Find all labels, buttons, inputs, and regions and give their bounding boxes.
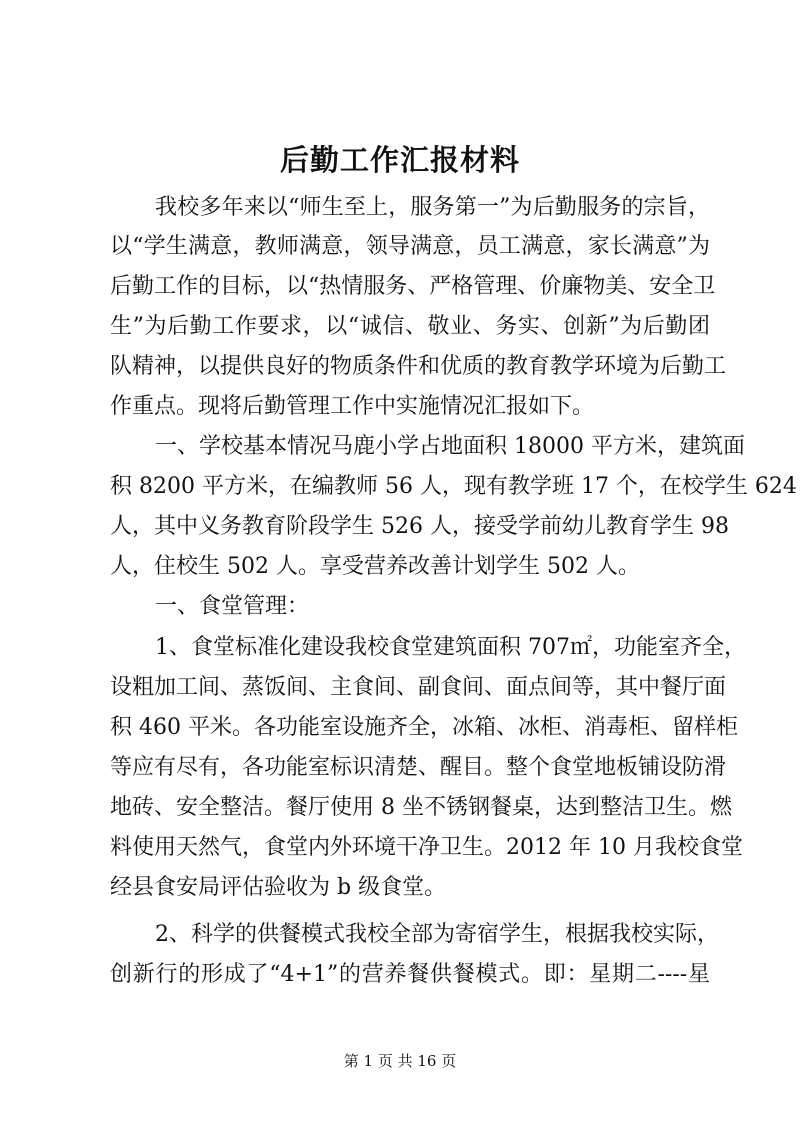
section-heading: 一、食堂管理： — [155, 594, 310, 619]
body-line: 料使用天然气，食堂内外环境干净卫生。2012 年 10 月我校食堂 — [110, 835, 743, 860]
body-line: 2、科学的供餐模式我校全部为寄宿学生，根据我校实际， — [155, 922, 719, 947]
page-footer: 第 1 页 共 16 页 — [343, 1052, 457, 1070]
body-line: 创新行的形成了“4+1”的营养餐供餐模式。即：星期二----星 — [110, 962, 710, 987]
body-line: 积 460 平米。各功能室设施齐全，冰箱、冰柜、消毒柜、留样柜 — [110, 715, 738, 740]
document-title: 后勤工作汇报材料 — [279, 143, 520, 177]
body-line: 经县食安局评估验收为 b 级食堂。 — [110, 875, 447, 900]
body-line: 等应有尽有，各功能室标识清楚、醒目。整个食堂地板铺设防滑 — [110, 755, 727, 780]
body-line: 人，住校生 502 人。享受营养改善计划学生 502 人。 — [110, 554, 640, 579]
body-line: 积 8200 平方米，在编教师 56 人，现有教学班 17 个，在校学生 624 — [110, 474, 797, 499]
body-line: 一、学校基本情况马鹿小学占地面积 18000 平方米，建筑面 — [155, 434, 745, 459]
body-line: 设粗加工间、蒸饭间、主食间、副食间、面点间等，其中餐厅面 — [110, 675, 727, 700]
body-line: 队精神，以提供良好的物质条件和优质的教育教学环境为后勤工 — [110, 354, 727, 379]
body-line: 后勤工作的目标，以“热情服务、严格管理、价廉物美、安全卫 — [110, 274, 716, 299]
body-line: 1、食堂标准化建设我校食堂建筑面积 707㎡，功能室齐全， — [155, 635, 746, 660]
body-line: 人，其中义务教育阶段学生 526 人，接受学前幼儿教育学生 98 — [110, 514, 729, 539]
body-line: 作重点。现将后勤管理工作中实施情况汇报如下。 — [110, 394, 595, 419]
body-line: 生”为后勤工作要求，以“诚信、敬业、务实、创新”为后勤团 — [110, 314, 710, 339]
body-line: 我校多年来以“师生至上，服务第一”为后勤服务的宗旨， — [155, 195, 710, 220]
body-line: 以“学生满意，教师满意，领导满意，员工满意，家长满意”为 — [110, 234, 710, 259]
body-line: 地砖、安全整洁。餐厅使用 8 坐不锈钢餐桌，达到整洁卫生。燃 — [110, 795, 732, 820]
